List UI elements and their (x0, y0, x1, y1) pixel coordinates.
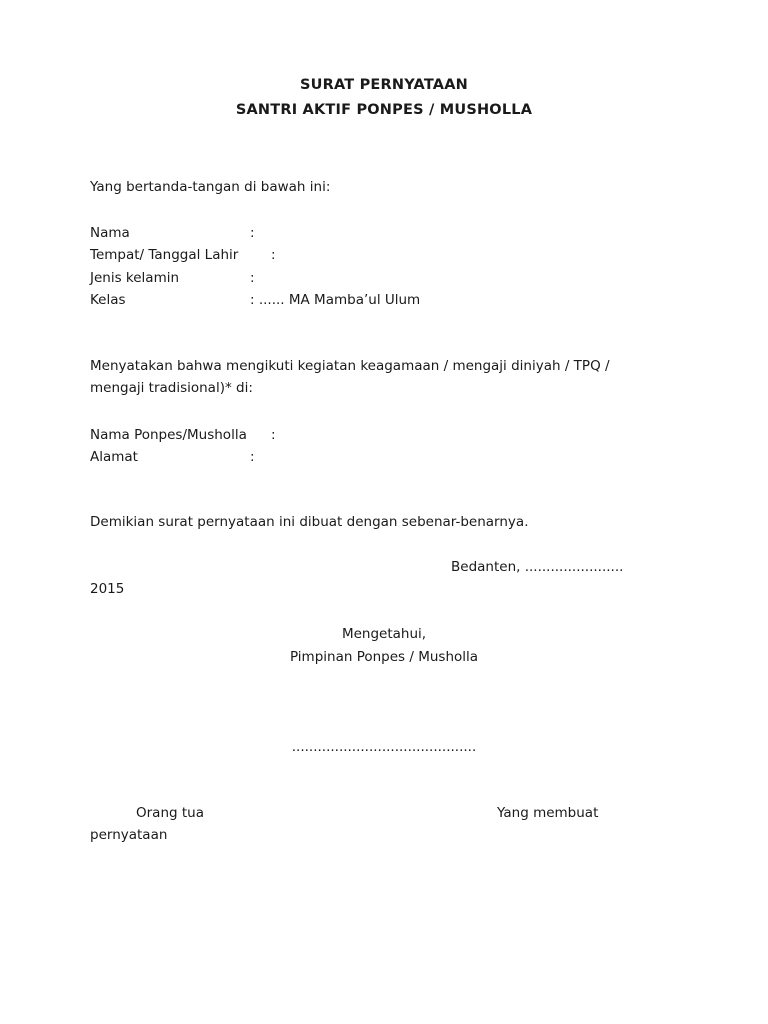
field-colon: : (250, 449, 255, 465)
field-colon: : (271, 427, 276, 443)
leader-title: Pimpinan Ponpes / Musholla (289, 649, 479, 665)
closing-text: Demikian surat pernyataan ini dibuat dengan sebenar-benarnya. (90, 514, 529, 530)
field-label: Jenis kelamin (90, 270, 180, 286)
field-colon: : (250, 270, 255, 286)
field-label: Kelas (90, 292, 126, 308)
field-colon: : ...... MA Mamba’ul Ulum (250, 292, 421, 308)
statement-line-1: Menyatakan bahwa mengikuti kegiatan keagamaan / mengaji diniyah / TPQ / (90, 358, 610, 374)
field-label: Tempat/ Tanggal Lahir (90, 247, 239, 263)
document-title-line-2: SANTRI AKTIF PONPES / MUSHOLLA (235, 102, 533, 118)
leader-signature-line: ........................................... (291, 739, 477, 755)
field-colon: : (250, 225, 255, 241)
field-colon: : (271, 247, 276, 263)
field-label: Alamat (90, 449, 138, 465)
document-title-line-1: SURAT PERNYATAAN (299, 77, 468, 93)
acknowledged-label: Mengetahui, (341, 626, 427, 642)
field-label: Nama (90, 225, 130, 241)
intro-text: Yang bertanda-tangan di bawah ini: (90, 179, 331, 195)
maker-signature-label-continued: pernyataan (90, 827, 168, 843)
parent-signature-label: Orang tua (136, 805, 204, 821)
year-text: 2015 (90, 581, 125, 597)
statement-line-2: mengaji tradisional)* di: (90, 380, 253, 396)
field-label: Nama Ponpes/Musholla (90, 427, 247, 443)
place-date: Bedanten, ....................... (451, 559, 624, 575)
maker-signature-label: Yang membuat (497, 805, 599, 821)
